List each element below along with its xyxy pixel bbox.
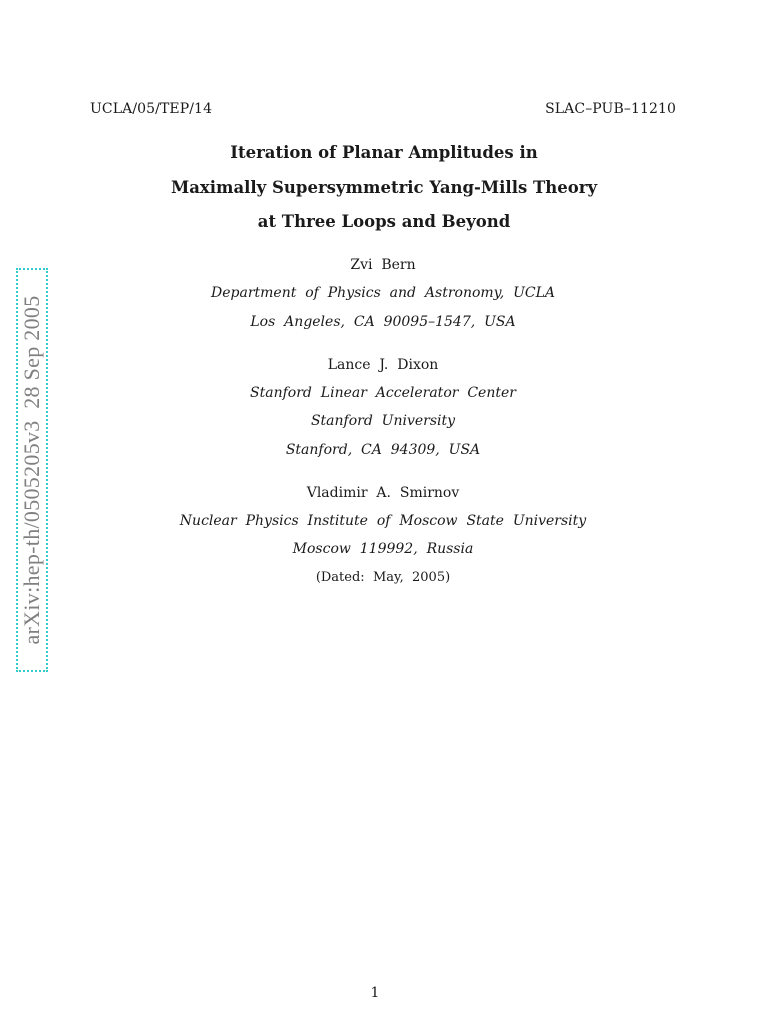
author-affiliation: Stanford University [310, 413, 456, 429]
report-number-left: UCLA/05/TEP/14 [90, 101, 213, 117]
author-affiliation: Nuclear Physics Institute of Moscow State University [179, 513, 587, 529]
author-affiliation: Moscow 119992, Russia [292, 541, 474, 557]
dated-line: (Dated: May, 2005) [315, 570, 451, 585]
title-line: Iteration of Planar Amplitudes in [230, 143, 538, 162]
page-number: 1 [370, 985, 380, 1001]
author-affiliation: Department of Physics and Astronomy, UCLA [211, 285, 555, 301]
paper-title [0, 140, 768, 244]
author-name: Vladimir A. Smirnov [306, 485, 460, 501]
report-number-right: SLAC–PUB–11210 [545, 101, 676, 117]
title-line: at Three Loops and Beyond [257, 212, 511, 231]
author-name: Lance J. Dixon [327, 357, 439, 373]
author-affiliation: Stanford, CA 94309, USA [285, 442, 481, 458]
arxiv-stamp [16, 268, 48, 672]
author-name: Zvi Bern [350, 257, 416, 273]
title-line: Maximally Supersymmetric Yang-Mills Theory [170, 177, 598, 197]
author-affiliation: Stanford Linear Accelerator Center [250, 385, 516, 401]
arxiv-identifier: arXiv:hep-th/0505205v3 28 Sep 2005 [19, 295, 44, 645]
author-affiliation: Los Angeles, CA 90095–1547, USA [250, 314, 516, 330]
